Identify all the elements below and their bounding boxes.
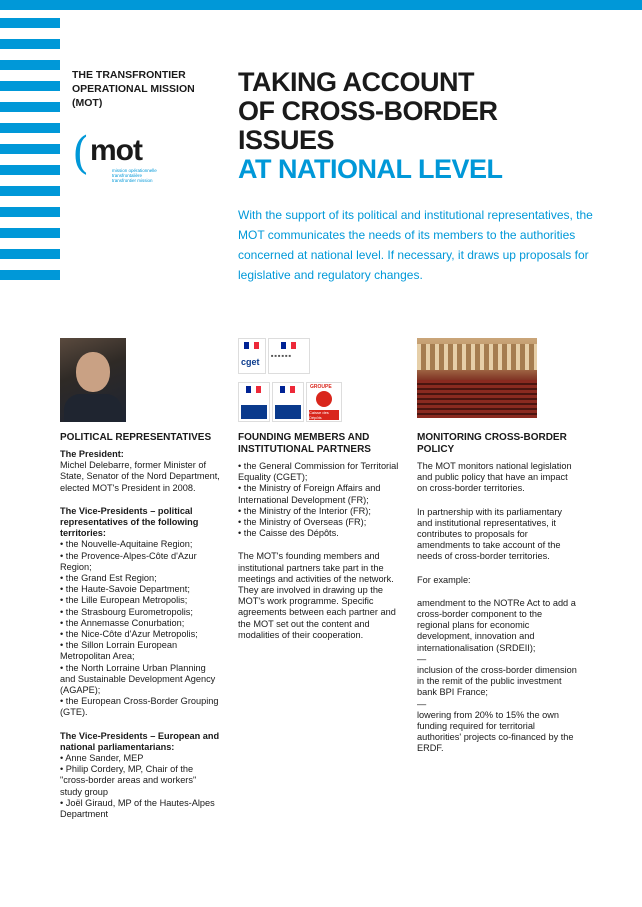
partners-body: The MOT's founding members and institutional partners take part in the meetings and activities of the network. They are involved in drawing up the MOT's work programme. Specific agreements between each partner and the MOT set out the content and modalities of their cooperation.: [238, 551, 396, 640]
founding-members-heading: FOUNDING MEMBERS AND INSTITUTIONAL PARTNERS: [238, 432, 371, 455]
list-item: • the European Cross-Border Grouping (GTE).: [60, 696, 219, 718]
list-item: • the Strasbourg Eurometropolis;: [60, 606, 193, 617]
list-item: • the Ministry of Foreign Affairs and International Development (FR);: [238, 483, 381, 505]
dash-separator: —: [417, 698, 427, 709]
list-item: • the Haute-Savoie Department;: [60, 584, 190, 595]
list-item: • the Lille European Metropolis;: [60, 595, 188, 606]
caisse-des-depots-logo: GROUPE Caisse des Dépôts: [306, 382, 342, 422]
monitoring-policy-heading: MONITORING CROSS-BORDER POLICY: [417, 432, 567, 455]
republique-francaise-logo: ■ ■ ■ ■ ■ ■: [268, 338, 310, 374]
political-representatives-column: POLITICAL REPRESENTATIVES The President: Michel Delebarre, former Minister of State, Senator of the Nord Department, elected MOT's President in 2008. The Vice-Presidents – political representatives of the following territories: • the Nouvelle-Aquitaine Region; • the Provence-Alpes-Côte d'Azur Region; • the Grand Est Region; • the Haute-Savoie Department; • the Lille European Metropolis; • the Strasbourg Eurometropolis; • the Annemasse Conurbation; • the Nice-Côte d'Azur Metropolis; • the Sillon Lorrain European Metropolitan Area; • the North Lorraine Urban Planning and Sustainable Development Agency (AGAPE); • the European Cross-Border Grouping (GTE). The Vice-Presidents – European and national parliamentarians: • Anne Sander, MEP • Philip Cordery, MP, Chair of the "cross-border areas and workers" study group • Joël Giraud, MP of the Hautes-Alpes Department: [60, 432, 220, 820]
list-item: • the Ministry of Overseas (FR);: [238, 517, 367, 528]
ministry-overseas-logo: [272, 382, 304, 422]
partner-logos: [238, 338, 342, 422]
president-portrait-image: [60, 338, 126, 422]
list-item: • the Annemasse Conurbation;: [60, 617, 185, 628]
list-item: • Anne Sander, MEP: [60, 753, 144, 764]
parliamentarians-list: [60, 753, 220, 820]
political-representatives-heading: POLITICAL REPRESENTATIVES: [60, 432, 212, 443]
list-item: • the Caisse des Dépôts.: [238, 528, 339, 539]
ministry-interior-logo: [238, 382, 270, 422]
list-item: • the Nouvelle-Aquitaine Region;: [60, 539, 193, 550]
list-item: • the Ministry of the Interior (FR);: [238, 505, 371, 516]
example-item: lowering from 20% to 15% the own funding required for territorial authorities' projects co-financed by the ERDF.: [417, 709, 574, 754]
national-assembly-photo: [417, 338, 537, 418]
list-item: • the General Commission for Territorial Equality (CGET);: [238, 461, 399, 483]
mot-logo: ( mot mission opérationnelle transfrontalière transfrontier mission: [72, 128, 157, 183]
intro-paragraph: With the support of its political and institutional representatives, the MOT communicates the needs of its members to the authorities concerned at national level. If necessary, it draws up proposals for legislative and regulatory changes.: [238, 208, 593, 282]
cget-logo: cget: [238, 338, 266, 374]
territories-list: [60, 539, 220, 718]
partners-list: [238, 461, 400, 539]
top-accent-bar: [0, 0, 642, 10]
list-item: • the Grand Est Region;: [60, 573, 157, 584]
founding-members-column: [238, 432, 400, 653]
monitoring-policy-column: MONITORING CROSS-BORDER POLICY The MOT monitors national legislation and public policy that have an impact on cross-border territories. In partnership with its parliamentary and institutional representatives, it contributes to proposals for amendments to take account of the needs of cross-border territories. For example: amendment to the NOTRe Act to add a cross-border component to the regional plans for economic development, innovation and internationalisation (SRDEII); — inclusion of the cross-border dimension in the remit of the public investment bank BPI France; — lowering from 20% to 15% the own funding required for territorial authorities' projects co-financed by the ERDF.: [417, 432, 577, 754]
list-item: • the North Lorraine Urban Planning and Sustainable Development Agency (AGAPE);: [60, 662, 216, 696]
list-item: • the Provence-Alpes-Côte d'Azur Region;: [60, 550, 197, 572]
example-item: inclusion of the cross-border dimension in the remit of the public investment bank BPI France;: [417, 665, 577, 698]
list-item: • Joël Giraud, MP of the Hautes-Alpes Department: [60, 797, 215, 820]
page-title: TAKING ACCOUNT OF CROSS-BORDER ISSUES AT NATIONAL LEVEL: [238, 67, 503, 184]
list-item: • the Sillon Lorrain European Metropolitan Area;: [60, 640, 178, 662]
list-item: • the Nice-Côte d'Azur Metropolis;: [60, 629, 198, 640]
dash-separator: —: [417, 653, 427, 664]
example-item: amendment to the NOTRe Act to add a cross-border component to the regional plans for economic development, innovation and internationalisation (SRDEII);: [417, 597, 576, 653]
organisation-name: THE TRANSFRONTIER OPERATIONAL MISSION (MOT): [72, 69, 195, 109]
list-item: • Philip Cordery, MP, Chair of the "cross-border areas and workers" study group: [60, 764, 197, 797]
decorative-stripes: [0, 18, 60, 291]
